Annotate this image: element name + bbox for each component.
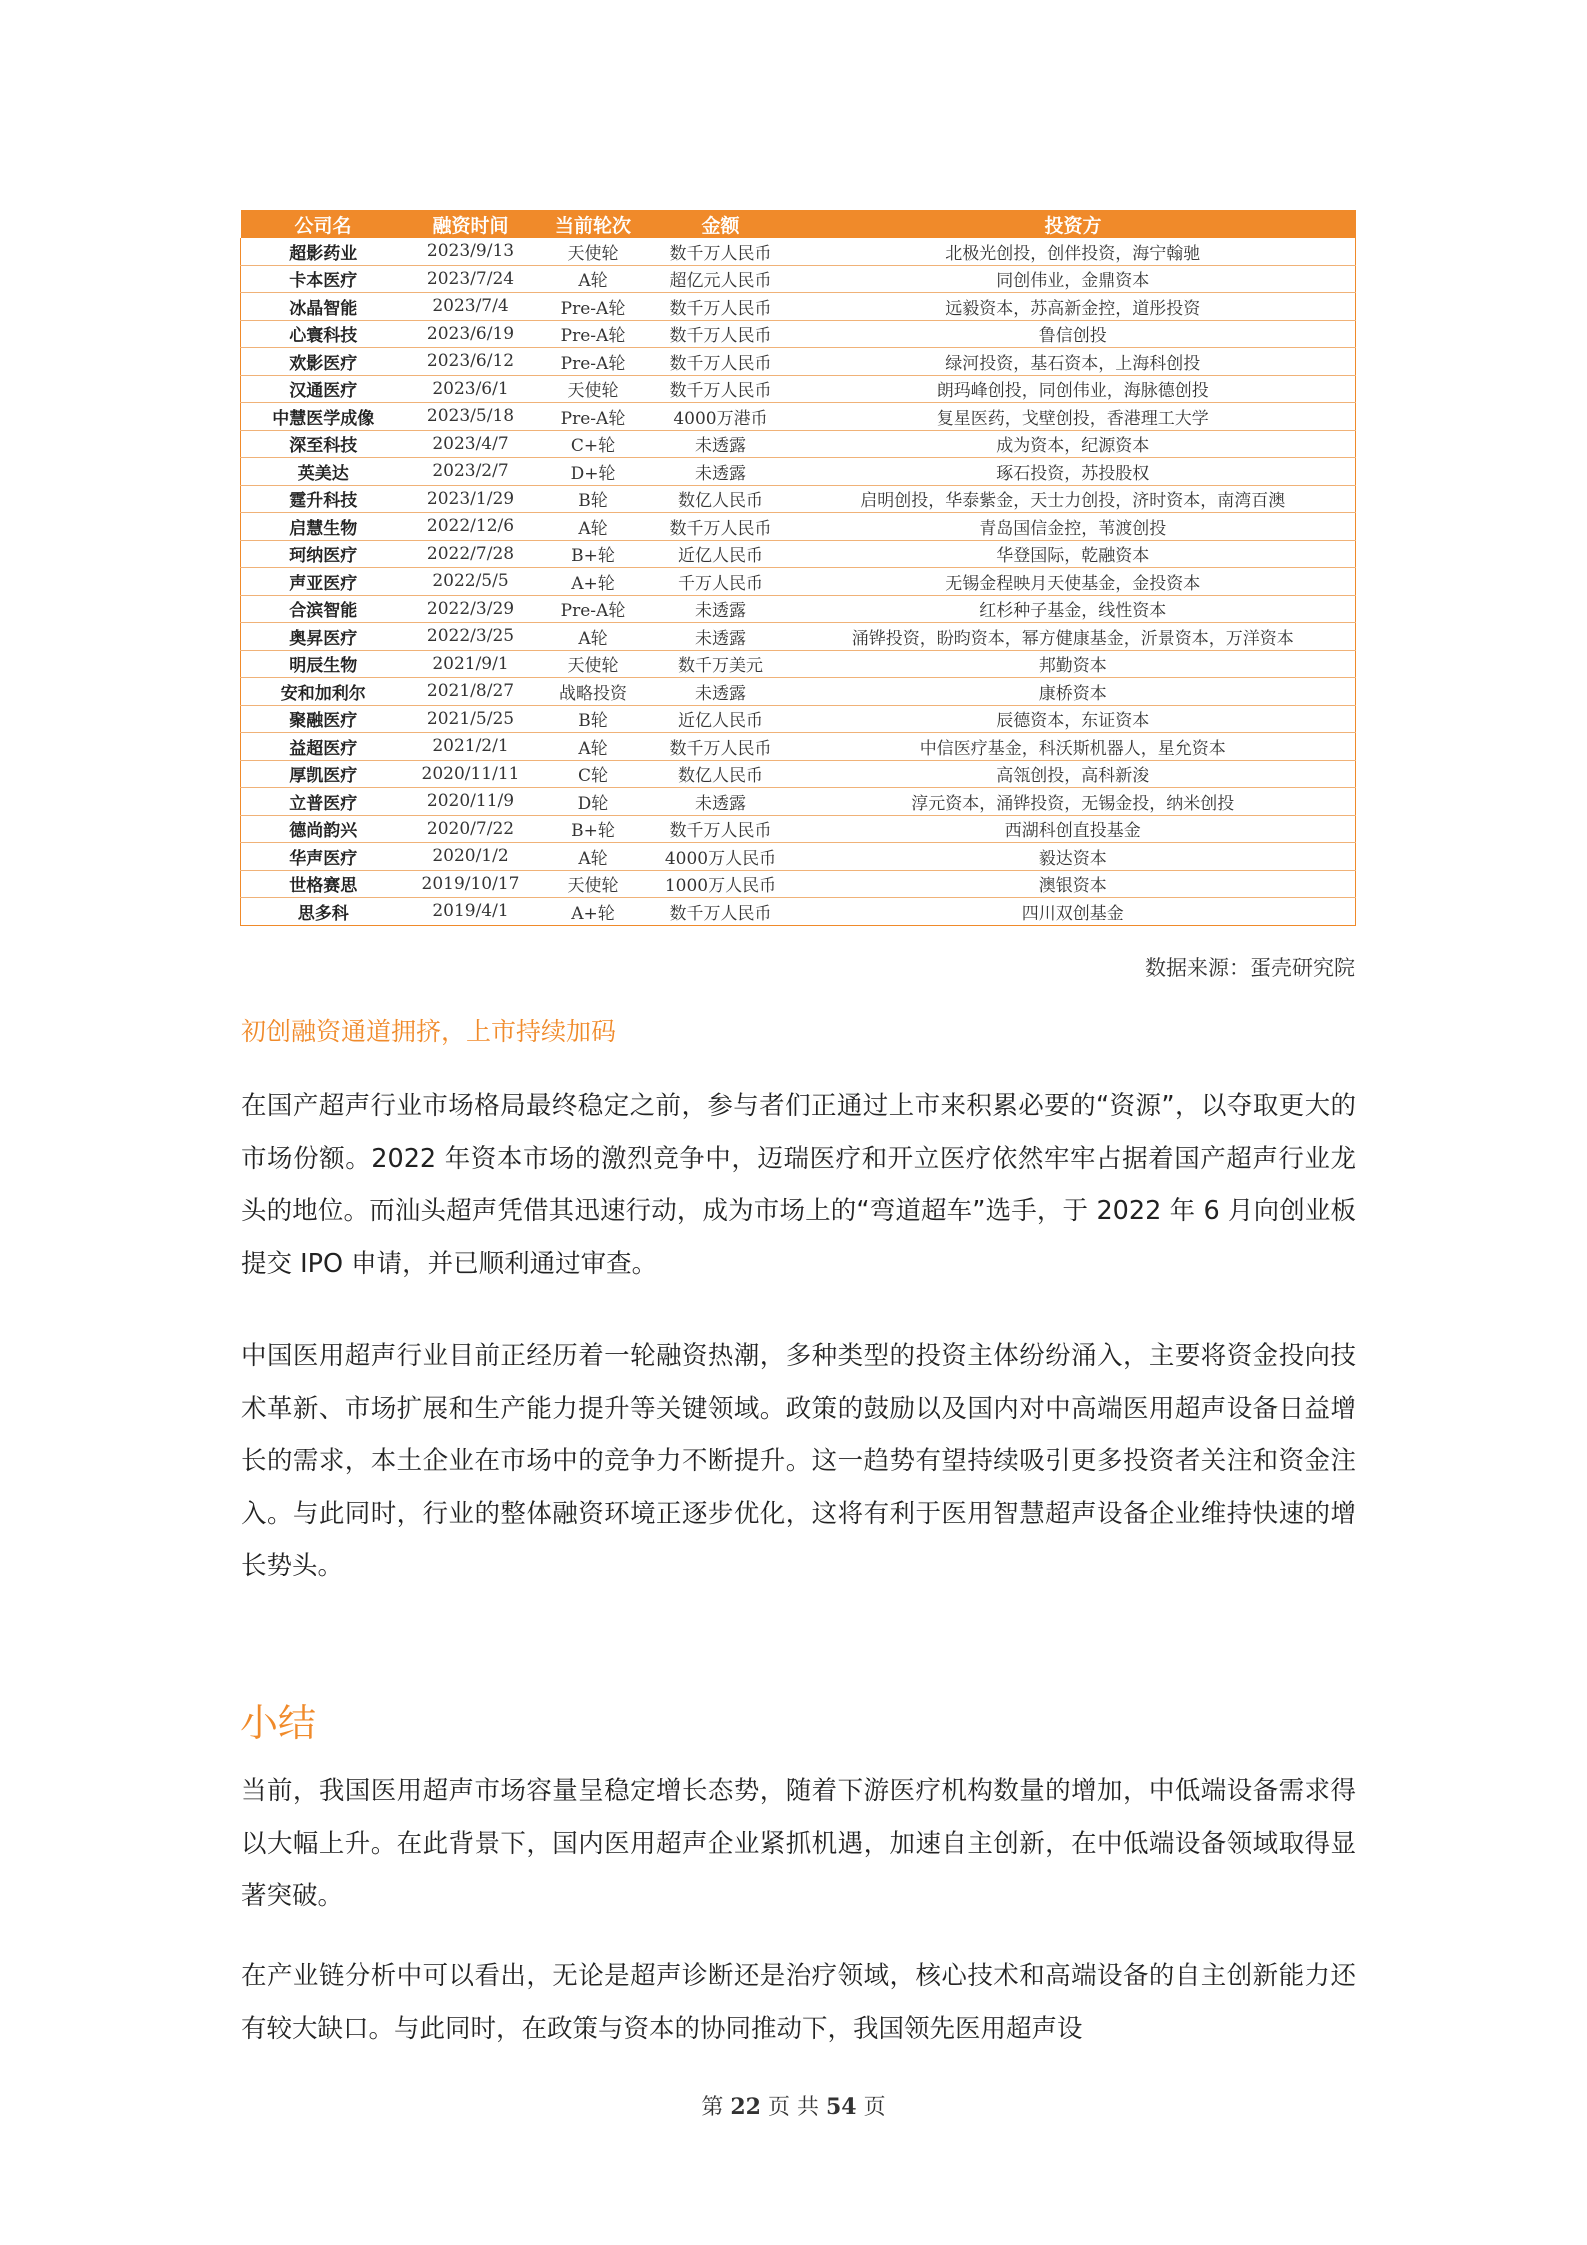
date-cell: 2023/2/7 xyxy=(406,458,536,486)
table-row xyxy=(241,430,1356,458)
round-cell: 天使轮 xyxy=(536,650,651,678)
amount-cell: 数亿人民币 xyxy=(651,485,791,513)
round-cell: D+轮 xyxy=(536,458,651,486)
round-cell: Pre-A轮 xyxy=(536,595,651,623)
round-cell: D轮 xyxy=(536,788,651,816)
date-cell: 2020/11/11 xyxy=(406,760,536,788)
amount-cell: 未透露 xyxy=(651,458,791,486)
amount-cell: 未透露 xyxy=(651,595,791,623)
date-cell: 2023/1/29 xyxy=(406,485,536,513)
table-row xyxy=(241,540,1356,568)
company-cell: 心寰科技 xyxy=(241,320,406,348)
company-cell: 世格赛思 xyxy=(241,870,406,898)
investors-cell: 无锡金程映月天使基金，金投资本 xyxy=(791,568,1356,596)
date-cell: 2021/8/27 xyxy=(406,678,536,706)
table-body xyxy=(241,238,1356,925)
company-cell: 明辰生物 xyxy=(241,650,406,678)
amount-cell: 数千万人民币 xyxy=(651,898,791,926)
investors-cell: 启明创投，华泰紫金，天士力创投，济时资本，南湾百澳 xyxy=(791,485,1356,513)
round-cell: 天使轮 xyxy=(536,238,651,265)
table-row xyxy=(241,650,1356,678)
round-cell: B+轮 xyxy=(536,540,651,568)
data-source-note: 数据来源：蛋壳研究院 xyxy=(1145,956,1355,980)
table-row xyxy=(241,458,1356,486)
investors-cell: 绿河投资，基石资本，上海科创投 xyxy=(791,348,1356,376)
date-cell: 2020/11/9 xyxy=(406,788,536,816)
investors-cell: 毅达资本 xyxy=(791,843,1356,871)
company-cell: 珂纳医疗 xyxy=(241,540,406,568)
current-page-number: 22 xyxy=(730,2094,761,2120)
company-cell: 冰晶智能 xyxy=(241,293,406,321)
date-cell: 2022/3/29 xyxy=(406,595,536,623)
company-cell: 欢影医疗 xyxy=(241,348,406,376)
amount-cell: 千万人民币 xyxy=(651,568,791,596)
amount-cell: 超亿元人民币 xyxy=(651,265,791,293)
investment-table-container xyxy=(240,210,1355,926)
date-cell: 2023/6/12 xyxy=(406,348,536,376)
date-cell: 2023/6/1 xyxy=(406,375,536,403)
company-cell: 德尚韵兴 xyxy=(241,815,406,843)
table-row xyxy=(241,843,1356,871)
investors-cell: 邦勤资本 xyxy=(791,650,1356,678)
round-cell: B轮 xyxy=(536,485,651,513)
amount-cell: 未透露 xyxy=(651,623,791,651)
investors-cell: 华登国际，乾融资本 xyxy=(791,540,1356,568)
investors-cell: 淳元资本，涌铧投资，无锡金投，纳米创投 xyxy=(791,788,1356,816)
company-cell: 华声医疗 xyxy=(241,843,406,871)
investors-cell: 成为资本，纪源资本 xyxy=(791,430,1356,458)
amount-cell: 未透露 xyxy=(651,678,791,706)
table-row xyxy=(241,733,1356,761)
round-cell: C轮 xyxy=(536,760,651,788)
amount-cell: 数千万美元 xyxy=(651,650,791,678)
table-row xyxy=(241,705,1356,733)
company-cell: 汉通医疗 xyxy=(241,375,406,403)
company-cell: 中慧医学成像 xyxy=(241,403,406,431)
investors-cell: 四川双创基金 xyxy=(791,898,1356,926)
amount-cell: 数千万人民币 xyxy=(651,348,791,376)
table-row xyxy=(241,623,1356,651)
table-row xyxy=(241,348,1356,376)
investors-cell: 青岛国信金控，苇渡创投 xyxy=(791,513,1356,541)
date-cell: 2023/6/19 xyxy=(406,320,536,348)
date-cell: 2021/9/1 xyxy=(406,650,536,678)
amount-cell: 数亿人民币 xyxy=(651,760,791,788)
subheading: 初创融资通道拥挤，上市持续加码 xyxy=(241,1017,617,1046)
header-amount: 金额 xyxy=(651,210,791,238)
company-cell: 立普医疗 xyxy=(241,788,406,816)
paragraph-2: 中国医用超声行业目前正经历着一轮融资热潮，多种类型的投资主体纷纷涌入，主要将资金投向技术革新、市场扩展和生产能力提升等关键领域。政策的鼓励以及国内对中高端医用超声设备日益增长的需求，本土企业在市场中的竞争力不断提升。这一趋势有望持续吸引更多投资者关注和资金注入。与此同时，行业的整体融资环境正逐步优化，这将有利于医用智慧超声设备企业维持快速的增长势头。 xyxy=(241,1341,1356,1581)
investment-table xyxy=(240,210,1356,926)
amount-cell: 数千万人民币 xyxy=(651,815,791,843)
investors-cell: 北极光创投，创伴投资，海宁翰驰 xyxy=(791,238,1356,265)
amount-cell: 4000万港币 xyxy=(651,403,791,431)
investors-cell: 朗玛峰创投，同创伟业，海脉德创投 xyxy=(791,375,1356,403)
company-cell: 卡本医疗 xyxy=(241,265,406,293)
company-cell: 聚融医疗 xyxy=(241,705,406,733)
date-cell: 2019/10/17 xyxy=(406,870,536,898)
date-cell: 2023/4/7 xyxy=(406,430,536,458)
amount-cell: 近亿人民币 xyxy=(651,705,791,733)
company-cell: 厚凯医疗 xyxy=(241,760,406,788)
date-cell: 2021/2/1 xyxy=(406,733,536,761)
date-cell: 2023/9/13 xyxy=(406,238,536,265)
company-cell: 思多科 xyxy=(241,898,406,926)
amount-cell: 数千万人民币 xyxy=(651,375,791,403)
investors-cell: 同创伟业，金鼎资本 xyxy=(791,265,1356,293)
company-cell: 超影药业 xyxy=(241,238,406,265)
round-cell: Pre-A轮 xyxy=(536,320,651,348)
footer-middle: 页 共 xyxy=(768,2095,819,2120)
table-row xyxy=(241,815,1356,843)
date-cell: 2021/5/25 xyxy=(406,705,536,733)
investors-cell: 西湖科创直投基金 xyxy=(791,815,1356,843)
round-cell: 战略投资 xyxy=(536,678,651,706)
investors-cell: 复星医药，戈壁创投，香港理工大学 xyxy=(791,403,1356,431)
amount-cell: 数千万人民币 xyxy=(651,238,791,265)
header-company: 公司名 xyxy=(241,210,406,238)
investors-cell: 高瓴创投，高科新浚 xyxy=(791,760,1356,788)
company-cell: 霆升科技 xyxy=(241,485,406,513)
amount-cell: 数千万人民币 xyxy=(651,293,791,321)
table-row xyxy=(241,238,1356,265)
investors-cell: 鲁信创投 xyxy=(791,320,1356,348)
paragraph-1: 在国产超声行业市场格局最终稳定之前，参与者们正通过上市来积累必要的“资源”，以夺取更大的市场份额。2022 年资本市场的激烈竞争中，迈瑞医疗和开立医疗依然牢牢占据着国产超声行业龙头的地位。而汕头超声凭借其迅速行动，成为市场上的“弯道超车”选手，于 2022 年 6 月向创业板提交 IPO 申请，并已顺利通过审查。 xyxy=(241,1091,1356,1279)
table-row xyxy=(241,513,1356,541)
paragraph-4: 在产业链分析中可以看出，无论是超声诊断还是治疗领域，核心技术和高端设备的自主创新能力还有较大缺口。与此同时，在政策与资本的协同推动下，我国领先医用超声设 xyxy=(241,1961,1356,2044)
round-cell: 天使轮 xyxy=(536,375,651,403)
round-cell: A+轮 xyxy=(536,898,651,926)
header-date: 融资时间 xyxy=(406,210,536,238)
table-row xyxy=(241,375,1356,403)
company-cell: 声亚医疗 xyxy=(241,568,406,596)
date-cell: 2019/4/1 xyxy=(406,898,536,926)
round-cell: A轮 xyxy=(536,623,651,651)
amount-cell: 未透露 xyxy=(651,430,791,458)
company-cell: 奥昇医疗 xyxy=(241,623,406,651)
paragraph-3: 当前，我国医用超声市场容量呈稳定增长态势，随着下游医疗机构数量的增加，中低端设备需求得以大幅上升。在此背景下，国内医用超声企业紧抓机遇，加速自主创新，在中低端设备领域取得显著突破。 xyxy=(241,1776,1356,1911)
table-row xyxy=(241,788,1356,816)
company-cell: 启慧生物 xyxy=(241,513,406,541)
footer-prefix: 第 xyxy=(701,2095,724,2120)
table-row xyxy=(241,678,1356,706)
investors-cell: 中信医疗基金，科沃斯机器人，星允资本 xyxy=(791,733,1356,761)
investors-cell: 澳银资本 xyxy=(791,870,1356,898)
amount-cell: 1000万人民币 xyxy=(651,870,791,898)
table-row xyxy=(241,403,1356,431)
company-cell: 合滨智能 xyxy=(241,595,406,623)
amount-cell: 未透露 xyxy=(651,788,791,816)
date-cell: 2022/7/28 xyxy=(406,540,536,568)
date-cell: 2023/7/4 xyxy=(406,293,536,321)
date-cell: 2022/12/6 xyxy=(406,513,536,541)
date-cell: 2023/5/18 xyxy=(406,403,536,431)
company-cell: 深至科技 xyxy=(241,430,406,458)
round-cell: A+轮 xyxy=(536,568,651,596)
date-cell: 2023/7/24 xyxy=(406,265,536,293)
amount-cell: 数千万人民币 xyxy=(651,733,791,761)
investors-cell: 红杉种子基金，线性资本 xyxy=(791,595,1356,623)
round-cell: Pre-A轮 xyxy=(536,403,651,431)
date-cell: 2022/5/5 xyxy=(406,568,536,596)
table-row xyxy=(241,293,1356,321)
round-cell: A轮 xyxy=(536,513,651,541)
amount-cell: 近亿人民币 xyxy=(651,540,791,568)
table-row xyxy=(241,265,1356,293)
round-cell: Pre-A轮 xyxy=(536,348,651,376)
page-footer xyxy=(0,2090,1587,2121)
section-title: 小结 xyxy=(240,1701,317,1745)
investors-cell: 琢石投资，苏投股权 xyxy=(791,458,1356,486)
investors-cell: 辰德资本，东证资本 xyxy=(791,705,1356,733)
company-cell: 英美达 xyxy=(241,458,406,486)
header-round: 当前轮次 xyxy=(536,210,651,238)
investors-cell: 康桥资本 xyxy=(791,678,1356,706)
table-row xyxy=(241,595,1356,623)
round-cell: B+轮 xyxy=(536,815,651,843)
table-row xyxy=(241,320,1356,348)
round-cell: C+轮 xyxy=(536,430,651,458)
footer-suffix: 页 xyxy=(863,2095,886,2120)
round-cell: A轮 xyxy=(536,265,651,293)
round-cell: B轮 xyxy=(536,705,651,733)
round-cell: 天使轮 xyxy=(536,870,651,898)
round-cell: A轮 xyxy=(536,843,651,871)
amount-cell: 4000万人民币 xyxy=(651,843,791,871)
date-cell: 2022/3/25 xyxy=(406,623,536,651)
investors-cell: 涌铧投资，盼昀资本，幂方健康基金，沂景资本，万洋资本 xyxy=(791,623,1356,651)
round-cell: A轮 xyxy=(536,733,651,761)
table-header-row xyxy=(241,210,1356,238)
total-pages-number: 54 xyxy=(826,2094,857,2120)
table-row xyxy=(241,760,1356,788)
header-investors: 投资方 xyxy=(791,210,1356,238)
table-row xyxy=(241,870,1356,898)
amount-cell: 数千万人民币 xyxy=(651,513,791,541)
date-cell: 2020/7/22 xyxy=(406,815,536,843)
round-cell: Pre-A轮 xyxy=(536,293,651,321)
table-row xyxy=(241,568,1356,596)
amount-cell: 数千万人民币 xyxy=(651,320,791,348)
table-row xyxy=(241,898,1356,926)
company-cell: 安和加利尔 xyxy=(241,678,406,706)
table-row xyxy=(241,485,1356,513)
investors-cell: 远毅资本，苏高新金控，道彤投资 xyxy=(791,293,1356,321)
company-cell: 益超医疗 xyxy=(241,733,406,761)
date-cell: 2020/1/2 xyxy=(406,843,536,871)
